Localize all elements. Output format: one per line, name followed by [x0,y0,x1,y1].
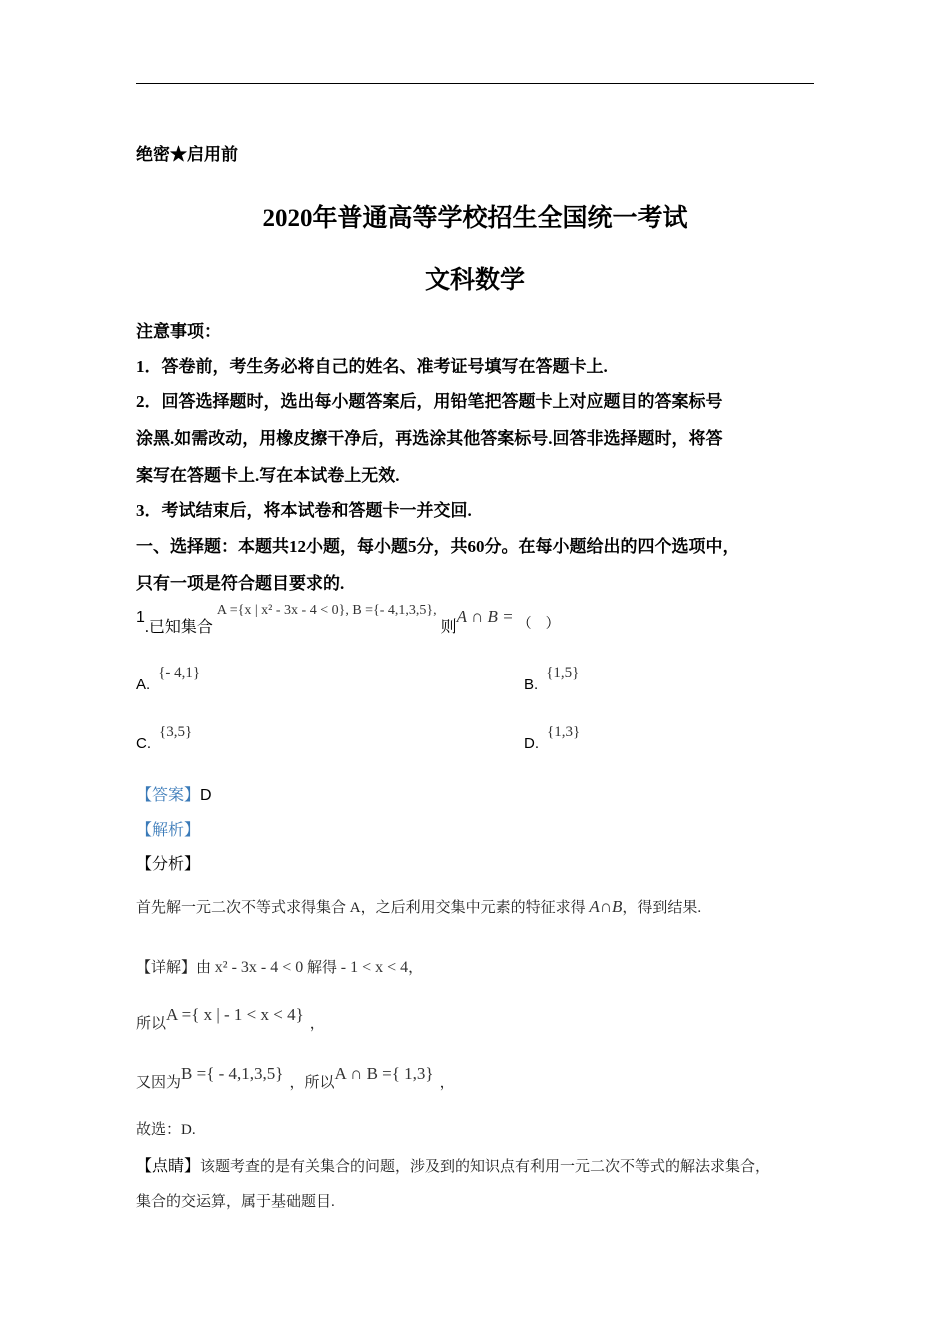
exam-subtitle: 文科数学 [424,267,525,294]
question-number: 1 [136,609,145,626]
comment-line-2: 集合的交运算，属于基础题目. [136,1194,335,1210]
comment-tag: 【点睛】 [136,1158,201,1175]
question-prefix: .已知集合 [144,619,213,636]
choice-line: 故选：D. [136,1122,196,1138]
option-value: {1,5} [546,665,580,681]
detail-text: 又因为 [136,1075,182,1091]
detail-text: 解得 [303,960,341,976]
fenxi-text [136,896,701,917]
question-paren: （ ） [517,617,560,632]
secret-label: 绝密★启用前 [136,145,238,164]
answer-value: D [200,787,212,804]
option-label: A. [136,676,151,693]
option-a [136,665,201,694]
fenxi-tag: 【分析】 [136,856,201,873]
detail-line-2 [136,1005,325,1033]
fenxi-text-a: 首先解一元二次不等式求得集合 A，之后利用交集中元素的特征求得 [136,900,590,916]
option-value: {- 4,1} [158,665,201,681]
note-item: 1．答卷前，考生务必将自己的姓名、准考证号填写在答题卡上. [136,357,608,376]
option-c [136,724,193,753]
detail-math: B ={ - 4,1,3,5} [181,1064,284,1083]
detail-line-3 [136,1064,455,1092]
section-heading-line2: 只有一项是符合题目要求的. [136,574,345,593]
answer-tag: 【答案】 [136,787,201,804]
detail-math: - 1 < x < 4 [340,959,409,976]
option-label: C. [136,735,151,752]
option-label: B. [524,676,539,693]
detail-math: x² - 3x - 4 < 0 [214,959,304,976]
answer-line [136,782,212,805]
note-item: 3．考试结束后，将本试卷和答题卡一并交回. [136,501,472,520]
option-value: {3,5} [159,724,193,740]
question-then: 则 [440,619,457,636]
fenxi-math: A∩B [589,897,623,916]
option-d [524,724,581,753]
note-item: 2．回答选择题时，选出每小题答案后，用铅笔把答题卡上对应题目的答案标号 [136,392,723,411]
detail-tag: 【详解】 [136,960,197,976]
detail-math: A ∩ B ={ 1,3} [334,1064,434,1083]
option-b [524,665,580,694]
question-set-definition: A ={x | x² - 3x - 4 < 0}, B ={- 4,1,3,5}, [216,603,437,618]
comment-text: 该题考查的是有关集合的问题，涉及到的知识点有利用一元二次不等式的解法求集合， [200,1159,771,1175]
question-expression: A ∩ B = [456,607,514,626]
fenxi-text-b: ，得到结果. [622,900,702,916]
detail-line-1 [136,956,423,977]
exam-title: 2020年普通高等学校招生全国统一考试 [262,205,688,232]
header-rule [136,83,814,84]
detail-text: ， [309,1016,325,1032]
detail-text: 所以 [136,1016,167,1032]
detail-text: 由 [196,960,215,976]
option-value: {1,3} [547,724,581,740]
analysis-tag: 【解析】 [136,822,201,839]
note-item: 案写在答题卡上.写在本试卷上无效. [136,466,400,485]
notes-heading: 注意事项： [136,322,221,341]
section-heading-line1: 一、选择题：本题共12小题，每小题5分，共60分。在每小题给出的四个选项中， [136,537,740,556]
detail-math: A ={ x | - 1 < x < 4} [166,1005,304,1024]
detail-text: ，所以 [289,1075,335,1091]
detail-text: ， [439,1075,455,1091]
question-1 [136,603,560,636]
comment-line-1 [136,1153,770,1176]
detail-text: ， [408,960,424,976]
note-item: 涂黑.如需改动，用橡皮擦干净后，再选涂其他答案标号.回答非选择题时，将答 [136,429,723,448]
option-label: D. [524,735,539,752]
